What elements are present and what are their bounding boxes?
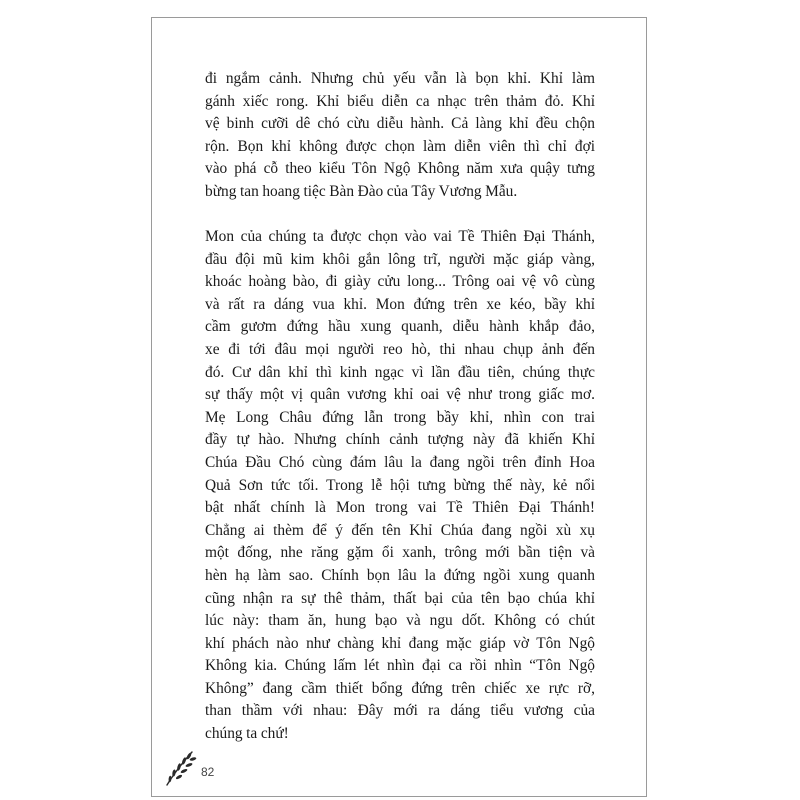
text-line: Không kia. Chúng lấm lét nhìn đại ca rồi nhìn “Tôn Ngộ xyxy=(205,657,595,675)
text-line: rộn. Bọn khỉ không được chọn làm diễn viên thì chỉ đợi xyxy=(205,137,595,155)
text-line: vào phá cỗ theo kiểu Tôn Ngộ Không năm xưa quậy tưng xyxy=(205,160,595,178)
olive-branch-icon xyxy=(162,748,198,788)
text-line: Chúa Đầu Chó cùng đám lâu la đang ngồi trên đỉnh Hoa xyxy=(205,453,595,471)
text-line: lúc này: tham ăn, hung bạo và ngu dốt. Không có chút xyxy=(205,612,595,630)
text-line: và rất ra dáng vua khỉ. Mon đứng trên xe kéo, bầy khỉ xyxy=(205,295,595,313)
book-page xyxy=(151,17,647,797)
page-footer xyxy=(158,748,278,788)
text-line: Không” đang cầm thiết bổng đứng trên chiếc xe rực rỡ, xyxy=(205,679,595,697)
text-line: khí phách nào như chàng khỉ đang mặc giáp vờ Tôn Ngộ xyxy=(205,634,595,652)
text-line: hèn hạ làm sao. Chính bọn lâu la đứng ngồi xung quanh xyxy=(205,566,595,584)
text-line: Chẳng ai thèm để ý đến tên Khỉ Chúa đang ngồi xù xụ xyxy=(205,521,595,539)
text-line: sự thấy một vị quân vương khỉ oai vệ như trong giấc mơ. xyxy=(205,386,595,404)
text-line: chúng ta chứ! xyxy=(205,725,289,743)
paragraph-2 xyxy=(205,226,595,746)
text-line: khoác hoàng bào, đi giày cửu long... Trông oai vệ vô cùng xyxy=(205,273,595,291)
text-line: gánh xiếc rong. Khỉ biểu diễn ca nhạc trên thảm đỏ. Khỉ xyxy=(205,92,595,110)
text-line: đầy tự hào. Nhưng chính cảnh tượng này đã khiến Khỉ xyxy=(205,431,595,449)
text-line: bật nhất chính là Mon trong vai Tề Thiên Đại Thánh! xyxy=(205,499,595,517)
text-line: vệ binh cưỡi dê chó cừu diễu hành. Cả làng khỉ đều chộn xyxy=(205,115,595,133)
text-line: bừng tan hoang tiệc Bàn Đào của Tây Vương Mẫu. xyxy=(205,182,518,200)
text-line: một đống, nhe răng gặm ổi xanh, trông mới bần tiện và xyxy=(205,544,595,562)
text-line: cũng nhận ra sự thê thảm, thất bại của tên bạo chúa khỉ xyxy=(205,589,595,607)
text-line: đầu đội mũ kim khôi gắn lông trĩ, người mặc giáp vàng, xyxy=(205,250,595,268)
text-line: xe đi tới đâu mọi người reo hò, thi nhau chụp ảnh đến xyxy=(205,340,595,358)
page-number: 82 xyxy=(201,765,215,779)
text-line: cầm gươm đứng hầu xung quanh, diễu hành khắp đảo, xyxy=(205,318,595,336)
text-line: Mon của chúng ta được chọn vào vai Tề Thiên Đại Thánh, xyxy=(205,228,595,245)
text-line: đó. Cư dân khỉ thì kinh ngạc vì lần đầu tiên, chúng thực xyxy=(205,363,595,381)
text-line: than thầm với nhau: Đây mới ra dáng tiểu vương của xyxy=(205,702,595,720)
paragraph-1 xyxy=(205,68,595,204)
text-line: Mẹ Long Châu đứng lẫn trong bầy khỉ, nhìn con trai xyxy=(205,408,595,426)
text-line: Quả Sơn tức tối. Trong lễ hội tưng bừng thế này, kẻ nổi xyxy=(205,476,595,494)
text-line: đi ngắm cảnh. Nhưng chủ yếu vẫn là bọn khỉ. Khỉ làm xyxy=(205,70,595,87)
